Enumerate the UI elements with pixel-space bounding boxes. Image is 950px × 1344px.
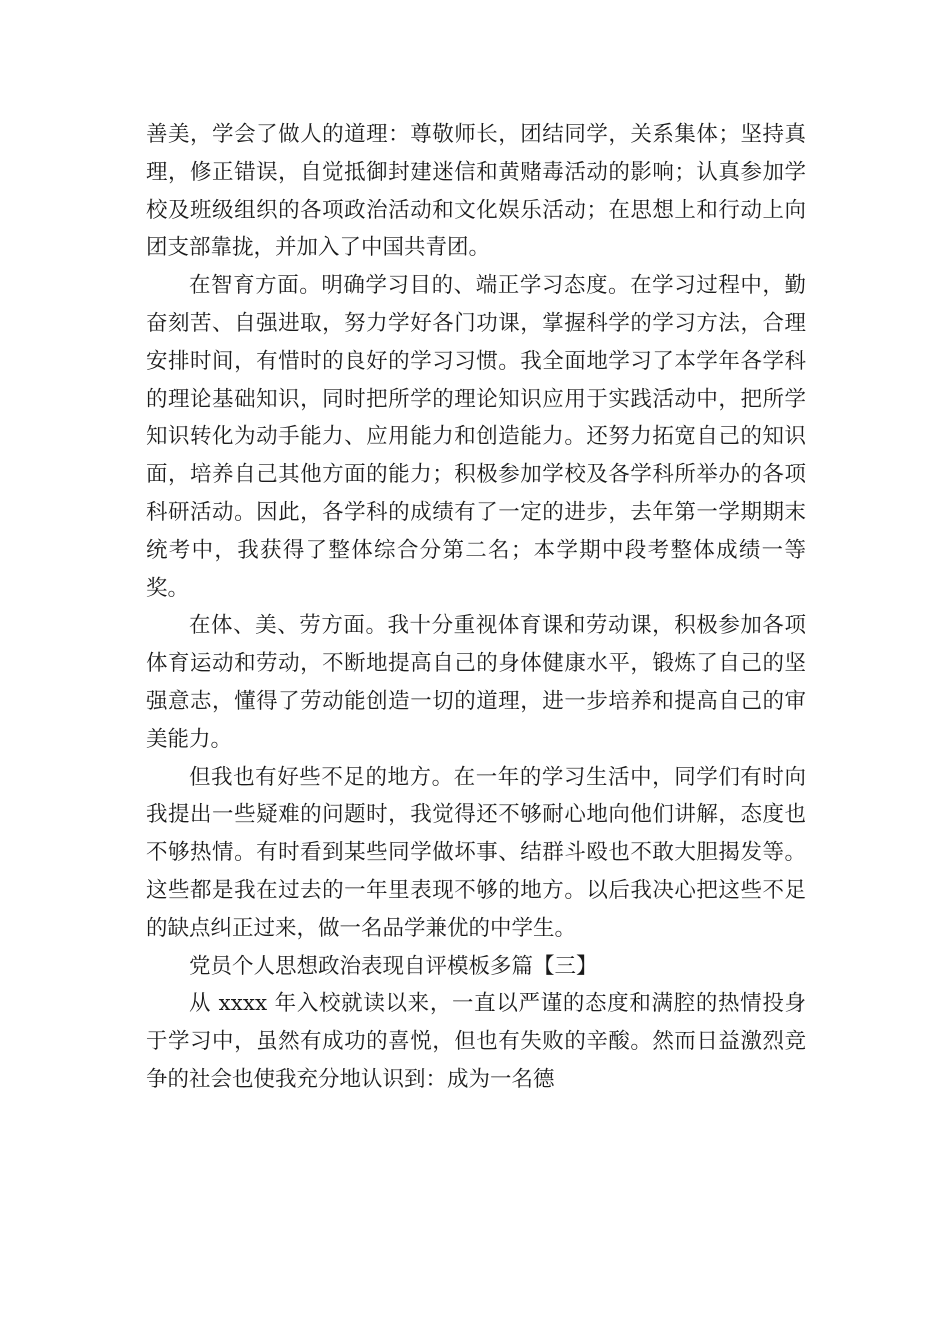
- paragraph-enrollment-intro: 从 xxxx 年入校就读以来，一直以严谨的态度和满腔的热情投身于学习中，虽然有成功的喜悦，但也有失败的辛酸。然而日益激烈竞争的社会也使我充分地认识到：成为一名德: [146, 991, 806, 1092]
- document-body: [146, 116, 806, 1099]
- paragraph-physical-aesthetic-labor: 在体、美、劳方面。我十分重视体育课和劳动课，积极参加各项体育运动和劳动，不断地提高自己的身体健康水平，锻炼了自己的坚强意志，懂得了劳动能创造一切的道理，进一步培养和提高自己的审美能力。: [146, 613, 806, 752]
- paragraph-intellectual-education: 在智育方面。明确学习目的、端正学习态度。在学习过程中，勤奋刻苦、自强进取，努力学好各门功课，掌握科学的学习方法，合理安排时间，有惜时的良好的学习习惯。我全面地学习了本学年各学科的理论基础知识，同时把所学的理论知识应用于实践活动中，把所学知识转化为动手能力、应用能力和创造能力。还努力拓宽自己的知识面，培养自己其他方面的能力；积极参加学校及各学科所举办的各项科研活动。因此，各学科的成绩有了一定的进步，去年第一学期期末统考中，我获得了整体综合分第二名；本学期中段考整体成绩一等奖。: [146, 273, 806, 601]
- section-heading: 党员个人思想政治表现自评模板多篇【三】: [189, 953, 598, 979]
- paragraph-moral-conduct: 善美，学会了做人的道理：尊敬师长，团结同学，关系集体；坚持真理，修正错误，自觉抵御封建迷信和黄赌毒活动的影响；认真参加学校及班级组织的各项政治活动和文化娱乐活动；在思想上和行动上向团支部靠拢，并加入了中国共青团。: [146, 122, 806, 261]
- paragraph-shortcomings: 但我也有好些不足的地方。在一年的学习生活中，同学们有时向我提出一些疑难的问题时，我觉得还不够耐心地向他们讲解，态度也不够热情。有时看到某些同学做坏事、结群斗殴也不敢大胆揭发等。这些都是我在过去的一年里表现不够的地方。以后我决心把这些不足的缺点纠正过来，做一名品学兼优的中学生。: [146, 764, 806, 941]
